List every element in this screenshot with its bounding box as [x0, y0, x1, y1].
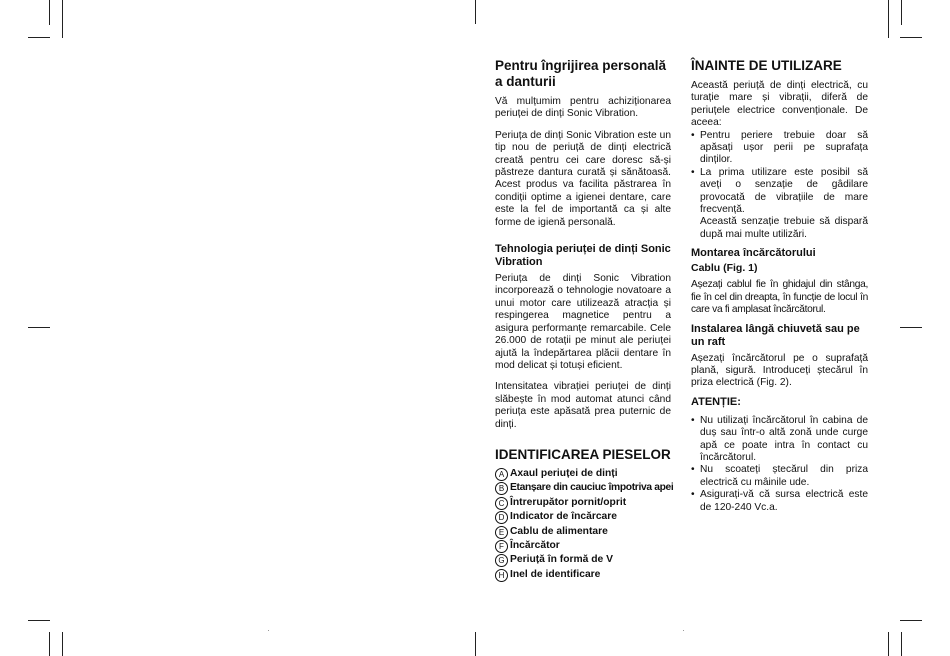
- parts-list: [495, 467, 674, 582]
- page-dot: [268, 630, 269, 631]
- crop-mark: [900, 37, 922, 38]
- crop-mark: [475, 632, 476, 656]
- part-label: Etanșare din cauciuc împotriva apei: [510, 482, 674, 494]
- crop-mark: [28, 37, 50, 38]
- page-dot: [683, 630, 684, 631]
- part-label: Încărcător: [510, 539, 560, 551]
- letter-d-icon: D: [495, 511, 508, 524]
- paragraph-technology: Periuța de dinți Sonic Vibration incorporează o tehnologie novatoare a unui motor care utilizează atracția și respingerea magnetice pentru a asigura performanțe remarcabile. Cele 26.000 de rotații pe minut ale periuței ajută la îndepărtarea plăcii dentare în mod delicat și totuși eficient.: [495, 273, 671, 371]
- list-item: • Pentru periere trebuie doar să apăsați ușor perii pe suprafața dinților.: [691, 130, 868, 167]
- letter-g-icon: G: [495, 554, 508, 567]
- crop-mark: [28, 327, 50, 328]
- part-item: [495, 539, 671, 553]
- part-item: [495, 496, 671, 510]
- list-item: • La prima utilizare este posibil să aveți o senzație de gâdilare provocată de vibrațiile de mare frecvență.: [691, 167, 868, 217]
- crop-mark: [28, 620, 50, 621]
- letter-f-icon: F: [495, 540, 508, 553]
- paragraph-intro: Periuța de dinți Sonic Vibration este un tip nou de periuță de dinți electrică creată pentru cei care doresc să-și păstreze dantura curată și sănătoasă. Acest produs va facilita păstrarea în condiții optime a igienei dentare, care este la fel de importantă ca și alte forme de igienă personală.: [495, 129, 671, 228]
- part-item: [495, 568, 671, 582]
- heading-before-use: ÎNAINTE DE UTILIZARE: [691, 58, 842, 73]
- heading-technology: Tehnologia periuței de dinți Sonic Vibration: [495, 243, 671, 269]
- part-label: Indicator de încărcare: [510, 511, 618, 523]
- left-column: [495, 58, 674, 582]
- crop-mark: [49, 632, 50, 656]
- right-column: [691, 58, 868, 522]
- heading-attention: ATENȚIE:: [691, 395, 741, 408]
- crop-mark: [900, 327, 922, 328]
- list-item: • Nu utilizați încărcătorul în cabina de duș sau într-o altă zonă unde curge apă ce poate intra în contact cu încărcătorul.: [691, 415, 868, 465]
- crop-mark: [62, 0, 63, 38]
- letter-e-icon: E: [495, 526, 508, 539]
- part-item: [495, 525, 671, 539]
- part-label: Periuță în formă de V: [510, 554, 613, 566]
- crop-mark: [888, 0, 889, 38]
- heading-personal-care: Pentru îngrijirea personală a danturii: [495, 58, 667, 89]
- part-label: Întrerupător pornit/oprit: [510, 496, 627, 508]
- bullet-continuation: Această senzație trebuie să dispară după mai multe utilizări.: [700, 216, 868, 240]
- crop-mark: [49, 0, 50, 25]
- part-item: [495, 553, 671, 567]
- part-item: [495, 481, 674, 495]
- paragraph-cable: Așezați cablul fie în ghidajul din stânga, fie în cel din dreapta, în funcție de locul în care va fi amplasat încărcătorul.: [691, 279, 868, 316]
- paragraph-install: Așezați încărcătorul pe o suprafață plană, sigură. Introduceți ștecărul în priza electrică (Fig. 2).: [691, 352, 868, 389]
- crop-mark: [900, 620, 922, 621]
- list-item: • Asigurați-vă că sursa electrică este de 120-240 Vc.a.: [691, 489, 868, 514]
- paragraph-before-use: Această periuță de dinți electrică, cu turație mare și vibrații, diferă de periuțele electrice convenționale. De aceea:: [691, 80, 868, 129]
- part-label: Cablu de alimentare: [510, 525, 608, 537]
- letter-a-icon: A: [495, 468, 508, 481]
- paragraph-thanks: Vă mulțumim pentru achiziționarea periuței de dinți Sonic Vibration.: [495, 96, 671, 120]
- crop-mark: [901, 0, 902, 25]
- bullet-list-attention: [691, 415, 868, 514]
- part-item: [495, 510, 671, 524]
- heading-install: Instalarea lângă chiuvetă sau pe un raft: [691, 322, 860, 348]
- list-item: • Nu scoateți ștecărul din priza electrică cu mâinile ude.: [691, 464, 868, 489]
- crop-mark: [62, 632, 63, 656]
- heading-parts-identification: IDENTIFICAREA PIESELOR: [495, 446, 671, 462]
- heading-charger-mounting: Montarea încărcătorului: [691, 247, 816, 260]
- part-label: Inel de identificare: [510, 568, 601, 580]
- crop-mark: [475, 0, 476, 24]
- part-item: [495, 467, 671, 481]
- bullet-list-usage: [691, 130, 868, 217]
- part-label: Axaul periuței de dinți: [510, 467, 618, 479]
- letter-h-icon: H: [495, 569, 508, 582]
- letter-b-icon: B: [495, 482, 508, 495]
- heading-cable: Cablu (Fig. 1): [691, 262, 758, 275]
- crop-mark: [901, 632, 902, 656]
- crop-mark: [888, 632, 889, 656]
- paragraph-intensity: Intensitatea vibrației periuței de dinți slăbește în mod automat atunci când periuța este apăsată prea puternic de dinți.: [495, 381, 671, 430]
- letter-c-icon: C: [495, 497, 508, 510]
